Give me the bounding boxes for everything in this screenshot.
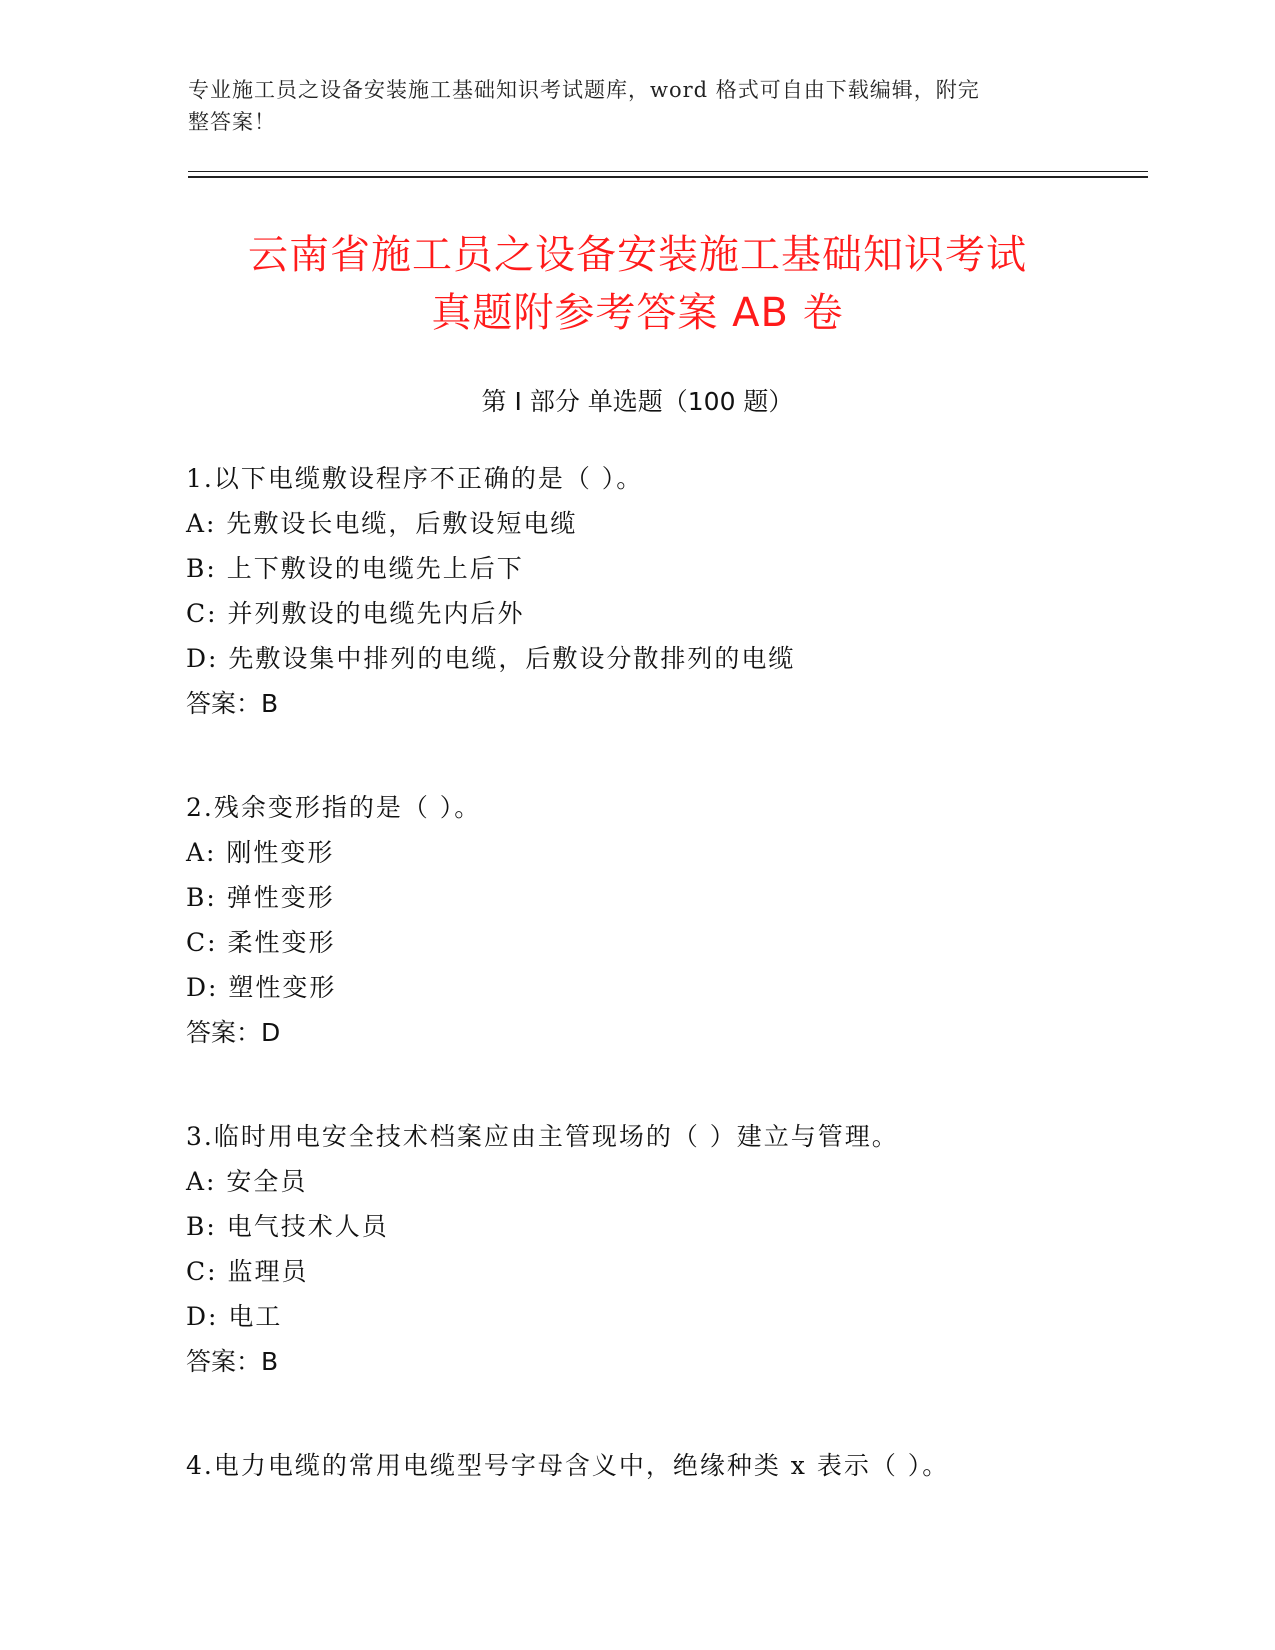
answer: 答案：D <box>186 1018 281 1047</box>
option-c: C: 柔性变形 <box>186 928 336 957</box>
option-b: B: 电气技术人员 <box>186 1212 389 1241</box>
question-stem: 2.残余变形指的是（ ）。 <box>186 793 482 822</box>
header-note-line-1: 专业施工员之设备安装施工基础知识考试题库，word 格式可自由下载编辑，附完 <box>188 78 980 102</box>
option-b: B: 弹性变形 <box>186 883 335 912</box>
question-1 <box>186 456 1086 726</box>
section-heading: 第 I 部分 单选题（100 题） <box>481 387 794 416</box>
answer: 答案：B <box>186 689 279 718</box>
question-3 <box>186 1114 1086 1384</box>
answer: 答案：B <box>186 1347 279 1376</box>
option-c: C: 并列敷设的电缆先内后外 <box>186 599 525 628</box>
option-d: D: 先敷设集中排列的电缆，后敷设分散排列的电缆 <box>186 644 796 673</box>
question-2 <box>186 785 1086 1055</box>
option-b: B: 上下敷设的电缆先上后下 <box>186 554 524 583</box>
header-divider-thin <box>188 171 1148 172</box>
option-c: C: 监理员 <box>186 1257 309 1286</box>
option-a: A: 安全员 <box>186 1167 308 1196</box>
question-stem: 3.临时用电安全技术档案应由主管现场的（ ）建立与管理。 <box>186 1122 899 1151</box>
document-title-line-1: 云南省施工员之设备安装施工基础知识考试 <box>248 232 1027 278</box>
document-title <box>150 226 1125 342</box>
question-4 <box>186 1443 1086 1488</box>
option-d: D: 塑性变形 <box>186 973 337 1002</box>
header-note-line-2: 整答案！ <box>188 110 276 134</box>
option-d: D: 电工 <box>186 1302 283 1331</box>
question-stem: 1.以下电缆敷设程序不正确的是（ ）。 <box>186 464 644 493</box>
document-title-line-2: 真题附参考答案 AB 卷 <box>431 290 844 336</box>
header-note <box>188 74 1068 138</box>
option-a: A: 先敷设长电缆，后敷设短电缆 <box>186 509 578 538</box>
header-divider-thick <box>188 176 1148 178</box>
option-a: A: 刚性变形 <box>186 838 335 867</box>
question-stem: 4.电力电缆的常用电缆型号字母含义中，绝缘种类 x 表示（ ）。 <box>186 1451 950 1480</box>
